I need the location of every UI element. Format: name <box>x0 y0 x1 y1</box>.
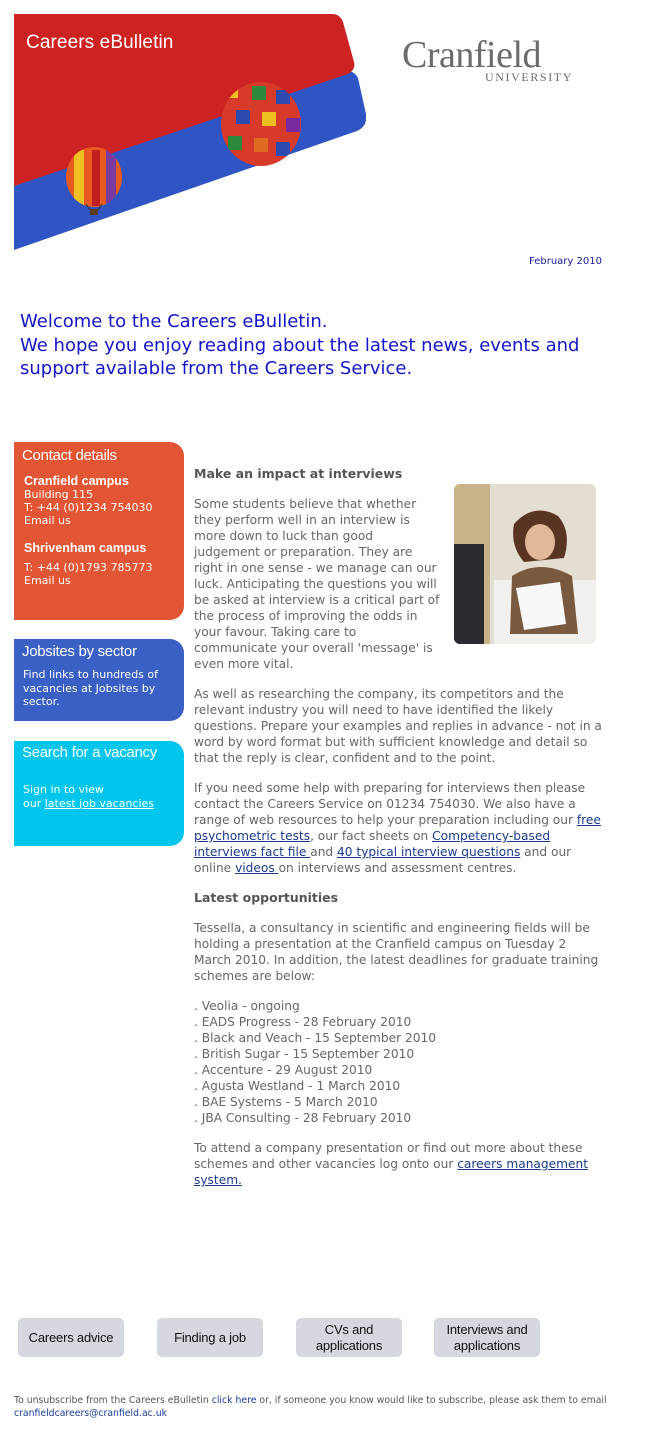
email-us-link[interactable]: Email us <box>24 514 71 527</box>
campus-phone: T: +44 (0)1234 754030 <box>24 501 153 514</box>
careers-advice-button[interactable] <box>18 1318 124 1357</box>
welcome-line-2: We hope you enjoy reading about the latest news, events and support available from the Careers Service. <box>20 334 580 379</box>
list-item: . Veolia - ongoing <box>194 999 300 1013</box>
list-item: . British Sugar - 15 September 2010 <box>194 1047 415 1061</box>
list-item: . Accenture - 29 August 2010 <box>194 1063 373 1077</box>
list-item: . Black and Veach - 15 September 2010 <box>194 1031 436 1045</box>
issue-date: February 2010 <box>529 256 602 267</box>
competency-fact-file-link[interactable]: Competency-based interviews fact file <box>194 829 551 859</box>
banner-title: Careers eBulletin <box>26 32 174 53</box>
button-label-line: applications <box>453 1337 521 1353</box>
psychometric-tests-link[interactable]: free psychometric tests <box>194 813 601 843</box>
article-heading: Make an impact at interviews <box>194 466 403 481</box>
our-text: our <box>23 796 42 810</box>
button-label-line: Interviews and <box>446 1321 528 1337</box>
unsubscribe-link[interactable]: click here <box>211 1395 257 1406</box>
jobsites-text: Find links to hundreds of vacancies at Jobsites by sector. <box>23 668 159 708</box>
cranfield-logo <box>402 36 592 85</box>
sign-in-text: Sign in to view <box>23 783 104 796</box>
paragraph-text: and our online <box>194 845 572 875</box>
interview-questions-link[interactable]: 40 typical interview questions <box>337 845 521 859</box>
contact-details-box <box>14 442 184 620</box>
jobsites-box[interactable] <box>14 639 184 721</box>
paragraph-text: on interviews and assessment centres. <box>278 861 517 875</box>
list-item: . JBA Consulting - 28 February 2010 <box>194 1111 412 1125</box>
list-item: . BAE Systems - 5 March 2010 <box>194 1095 378 1109</box>
article-heading: Latest opportunities <box>194 890 339 905</box>
article-paragraph: As well as researching the company, its competitors and the relevant industry you will need to have identified the likely questions. Prepare your examples and replies in advance - not in a word by word format but with sufficient knowledge and detail so that the reply is clear, confident and to the point. <box>194 687 602 765</box>
interviews-applications-button[interactable] <box>434 1318 540 1357</box>
campus-building: Building 115 <box>24 488 94 501</box>
woman-reading-image <box>454 484 596 644</box>
opportunities-list <box>194 998 606 1126</box>
article-paragraph: Some students believe that whether they perform well in an interview is more down to luck than good judgement or preparation. They are right in one sense - we manage can our luck. Anticipating the questions you will be asked at interview is a critical part of the process of improving the odds in your favour. Taking care to communicate your overall 'message' is even more vital. <box>194 497 440 671</box>
search-vacancy-box <box>14 741 184 846</box>
welcome-message <box>20 310 620 381</box>
cvs-applications-button[interactable] <box>296 1318 402 1357</box>
campus-name: Cranfield campus <box>24 474 129 488</box>
paragraph-text: To attend a company presentation or find out more about these schemes and other vacancies log onto our <box>194 1141 583 1171</box>
videos-link[interactable]: videos <box>235 861 279 875</box>
interview-photo <box>454 484 596 644</box>
careers-system-link[interactable]: careers management system. <box>194 1157 589 1187</box>
article-paragraph <box>194 1140 606 1188</box>
latest-vacancies-link[interactable]: latest job vacancies <box>44 796 155 810</box>
subscribe-email-link[interactable]: cranfieldcareers@cranfield.ac.uk <box>14 1408 167 1419</box>
article-paragraph <box>194 780 606 876</box>
list-item: . Agusta Westland - 1 March 2010 <box>194 1079 401 1093</box>
header-banner <box>14 14 366 250</box>
footer-line: To unsubscribe from the Careers eBulletin <box>14 1395 212 1406</box>
paragraph-text: If you need some help with preparing for interviews then please contact the Careers Service on 01234 754030. We also have a range of web resources to help your preparation including our <box>194 781 586 827</box>
welcome-line-1: Welcome to the Careers eBulletin. <box>20 311 328 332</box>
campus-name: Shrivenham campus <box>24 541 147 555</box>
search-vacancy-text <box>23 783 176 810</box>
campus-phone: T: +44 (0)1793 785773 <box>24 561 153 574</box>
logo-main-text: Cranfield <box>402 34 542 76</box>
jobsites-title[interactable]: Jobsites by sector <box>22 643 137 660</box>
search-vacancy-title: Search for a vacancy <box>22 744 157 761</box>
button-label-line: applications <box>315 1337 383 1353</box>
email-us-link[interactable]: Email us <box>24 574 71 587</box>
article-paragraph: Tessella, a consultancy in scientific and engineering fields will be holding a presentation at the Cranfield campus on Tuesday 2 March 2010. In addition, the latest deadlines for graduate training schemes are below: <box>194 921 599 983</box>
button-label-line: CVs and <box>324 1321 374 1337</box>
button-label: Finding a job <box>174 1329 246 1345</box>
list-item: . EADS Progress - 28 February 2010 <box>194 1015 412 1029</box>
paragraph-text: , our fact sheets on <box>310 829 433 843</box>
finding-job-button[interactable] <box>157 1318 263 1357</box>
footer-line: or, if someone you know would like to subscribe, please ask them to email <box>256 1395 607 1406</box>
footer-text <box>14 1394 654 1420</box>
logo-sub-text: UNIVERSITY <box>485 70 573 84</box>
paragraph-text: and <box>310 845 338 859</box>
button-label: Careers advice <box>28 1329 114 1345</box>
contact-details-title: Contact details <box>22 447 117 464</box>
main-content <box>194 466 606 1188</box>
